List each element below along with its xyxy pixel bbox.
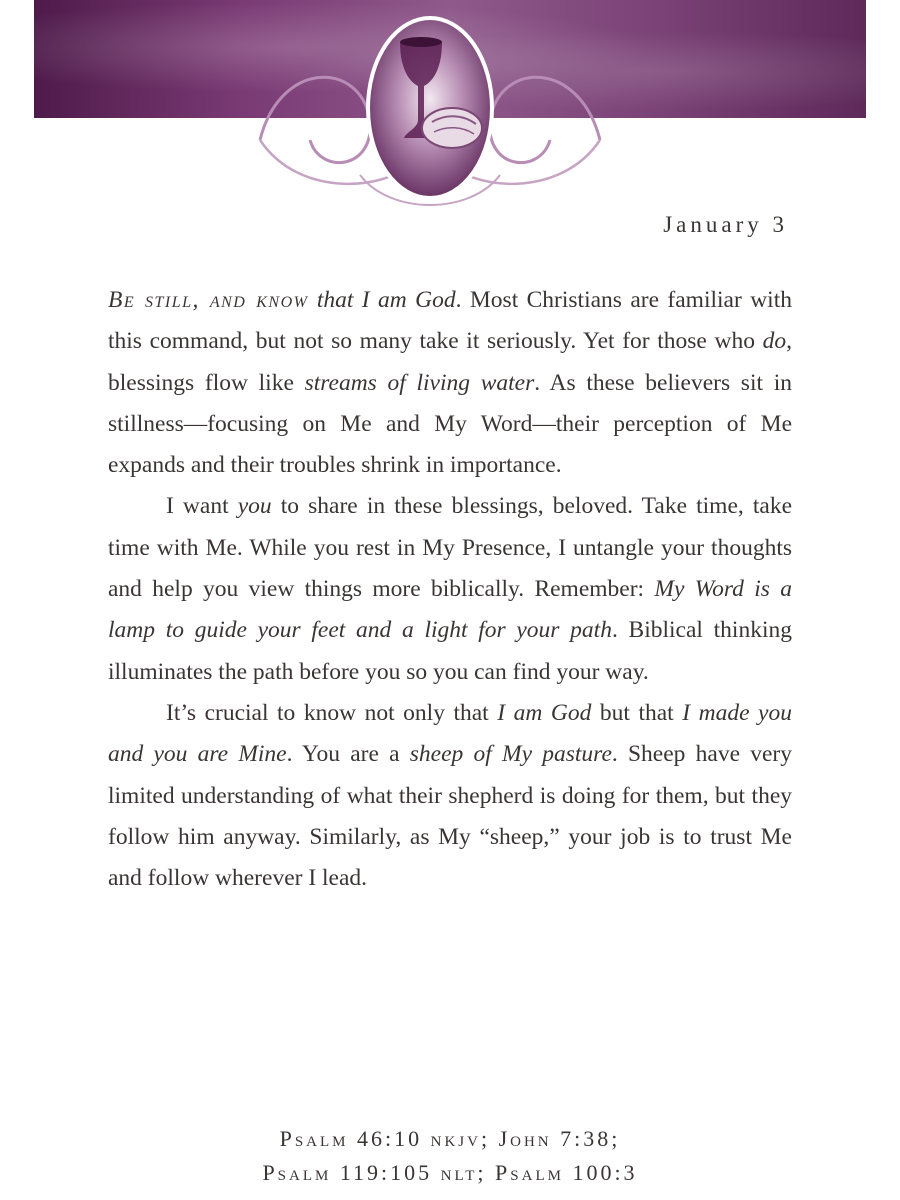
text-run: . Most Christians are familiar with this command, but not so many take it seriously. Yet for those who [108, 287, 792, 355]
text-run: sheep of My pasture [409, 741, 612, 768]
reference-line: Psalm 46:10 nkjv; John 7:38; [279, 1126, 621, 1151]
text-run: My Word is a lamp to guide your feet and a light for your path [108, 576, 793, 644]
paragraph [108, 693, 792, 899]
chalice-and-bread-medallion-icon [240, 0, 620, 220]
text-run: . You are a [286, 741, 410, 768]
text-run: you [237, 493, 272, 520]
text-run: . Biblical thinking illuminates the path before you so you can find your way. [108, 617, 792, 685]
text-run: . Sheep have very limited understanding of what their shepherd is doing for them, but they follow him anyway. Similarly, as My “sheep,” your job is to trust Me and follow wherever I lead. [108, 741, 792, 892]
text-run: It’s crucial to know not only that [166, 699, 498, 726]
entry-date: January 3 [663, 212, 788, 237]
text-run: that I am God [308, 287, 456, 313]
text-run: but that [591, 699, 683, 726]
text-run: , blessings flow like [108, 328, 792, 396]
text-run: . As these believers sit in stillness—focusing on Me and My Word—their perception of Me expands and their troubles shrink in importance. [108, 369, 792, 479]
text-run: Be still, and know [108, 287, 309, 313]
scripture-references [0, 1122, 900, 1190]
paragraph [108, 486, 792, 692]
devotional-body [108, 280, 792, 899]
text-run: I want [166, 493, 238, 520]
text-run: do [762, 328, 787, 355]
text-run: I am God [497, 699, 592, 726]
text-run: streams of living water [304, 369, 535, 396]
paragraph [108, 280, 792, 486]
text-run: I made you and you are Mine [108, 699, 792, 768]
text-run: to share in these blessings, beloved. Take time, take time with Me. While you rest in My Presence, I untangle your thoughts and help you view things more biblically. Remember: [108, 493, 792, 603]
reference-line: Psalm 119:105 nlt; Psalm 100:3 [262, 1160, 638, 1185]
